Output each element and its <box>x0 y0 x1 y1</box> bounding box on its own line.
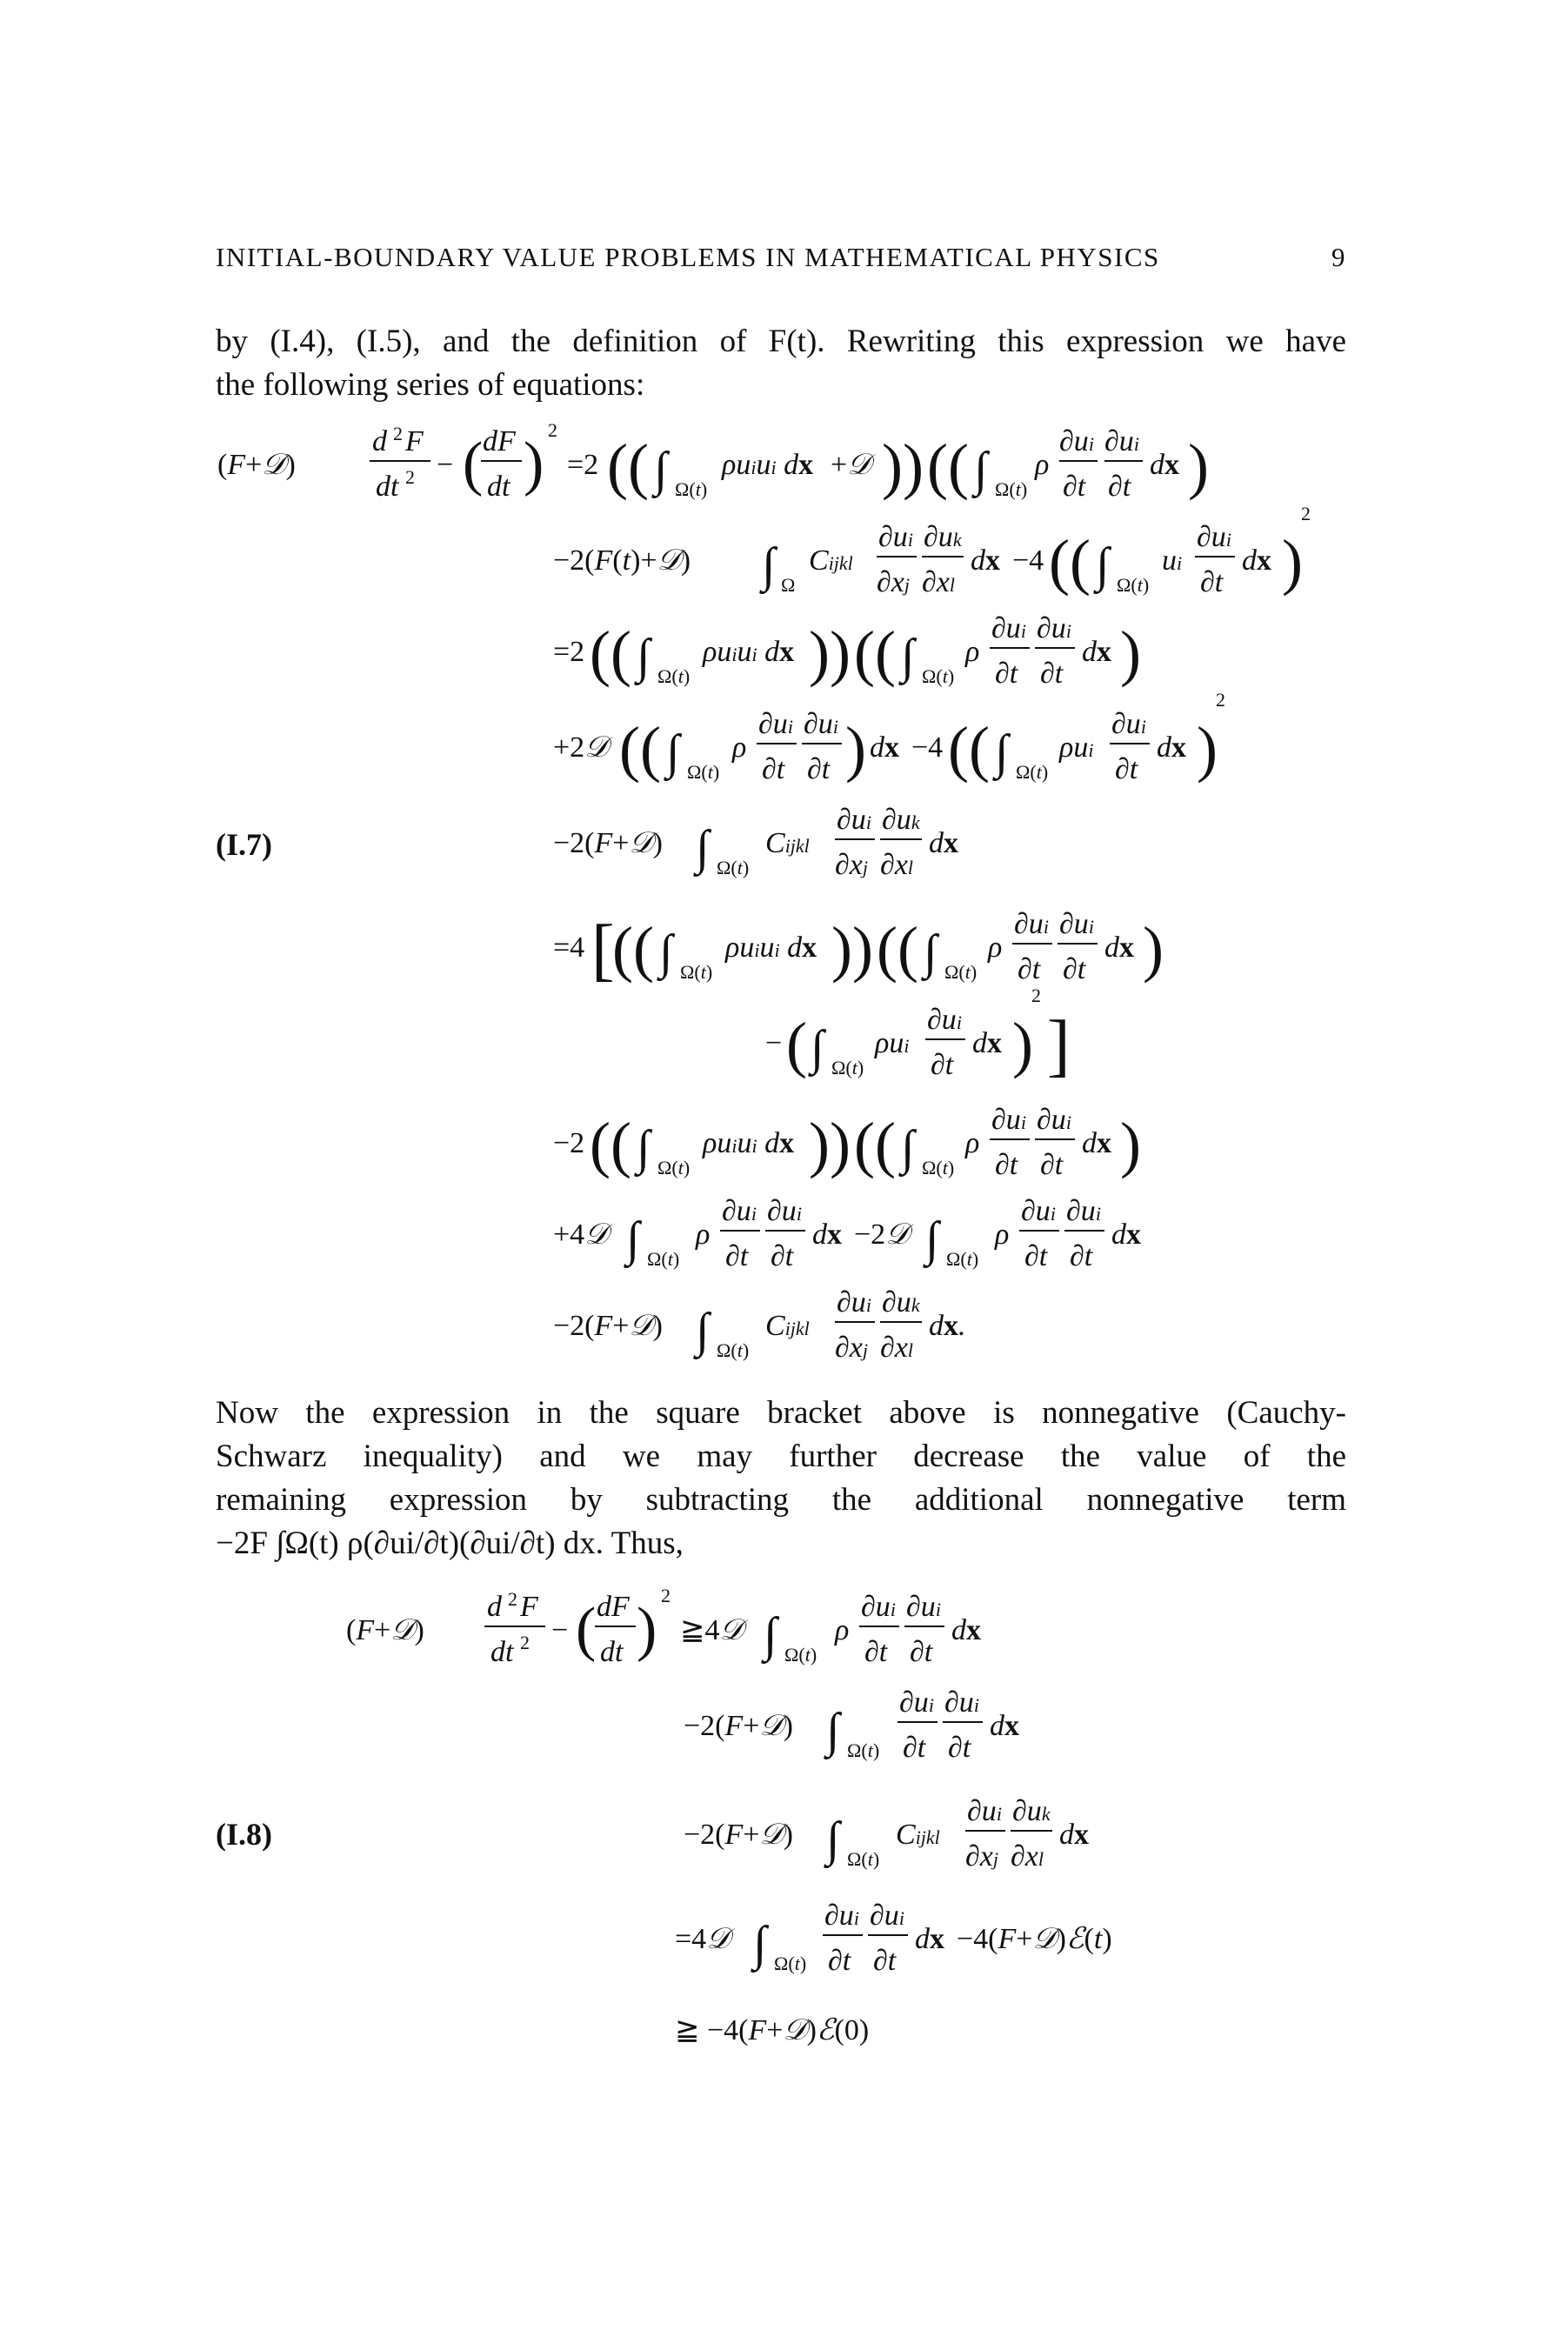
svg-text:−2(F+𝒟): −2(F+𝒟) <box>553 827 663 859</box>
svg-text:d: d <box>487 1591 502 1623</box>
svg-text:2: 2 <box>1301 503 1311 524</box>
svg-text:∫: ∫ <box>901 1121 915 1175</box>
svg-text:(F+𝒟): (F+𝒟) <box>346 1614 424 1646</box>
svg-text:−2𝒟: −2𝒟 <box>854 1218 910 1251</box>
svg-text:Ω(t): Ω(t) <box>647 1248 680 1270</box>
svg-text:∫: ∫ <box>1096 538 1110 592</box>
svg-text:ρ: ρ <box>965 1127 980 1159</box>
svg-text:dx: dx <box>951 1614 981 1646</box>
svg-text:)): )) <box>809 1110 851 1179</box>
text-line: −2F ∫Ω(t) ρ(∂ui/∂t)(∂ui/∂t) dx. Thus, <box>216 1525 684 1561</box>
equation-number-1-7: (I.7) <box>216 827 272 862</box>
svg-text:∫: ∫ <box>924 925 937 979</box>
svg-text:): ) <box>1197 714 1218 784</box>
svg-text:dx: dx <box>929 827 958 859</box>
svg-text:Ω(t): Ω(t) <box>657 1157 691 1178</box>
svg-text:2: 2 <box>520 1632 530 1653</box>
svg-text:∂ui: ∂ui <box>767 1195 802 1227</box>
svg-text:ρuiui dx: ρuiui dx <box>703 1127 795 1159</box>
svg-text:≧ −4(F+𝒟)ℰ(0): ≧ −4(F+𝒟)ℰ(0) <box>675 2014 870 2046</box>
svg-text:[: [ <box>591 911 615 988</box>
svg-text:∫: ∫ <box>974 443 988 497</box>
svg-text:∂ui: ∂ui <box>1111 708 1146 740</box>
svg-text:((: (( <box>590 1110 631 1179</box>
svg-text:∂t: ∂t <box>931 1049 954 1081</box>
svg-text:): ) <box>637 1596 657 1663</box>
svg-text:∂xj: ∂xj <box>877 566 911 598</box>
svg-text:∂ui: ∂ui <box>758 708 793 740</box>
text-line: the following series of equations: <box>216 367 645 403</box>
svg-text:((: (( <box>590 618 631 688</box>
svg-text:ρ: ρ <box>995 1218 1010 1251</box>
svg-text:(: ( <box>786 1010 807 1079</box>
svg-text:Cijkl: Cijkl <box>765 1310 810 1342</box>
eq8-line-5 <box>675 2014 869 2046</box>
svg-text:Ω: Ω <box>781 574 796 596</box>
svg-text:∫: ∫ <box>659 925 673 979</box>
svg-text:∂ui: ∂ui <box>906 1591 941 1623</box>
svg-text:∂t: ∂t <box>1108 471 1131 503</box>
svg-text:−4: −4 <box>911 731 944 764</box>
svg-text:∂ui: ∂ui <box>927 1004 962 1036</box>
svg-text:dx: dx <box>1111 1218 1141 1251</box>
svg-text:F: F <box>405 425 424 457</box>
svg-text:∫: ∫ <box>626 1212 640 1266</box>
svg-text:∂ui: ∂ui <box>722 1195 757 1227</box>
svg-text:∫: ∫ <box>811 1021 824 1075</box>
svg-text:∂t: ∂t <box>1040 1149 1064 1181</box>
svg-text:∂ui: ∂ui <box>991 1104 1026 1136</box>
svg-text:ρ: ρ <box>988 931 1003 964</box>
svg-text:∂xl: ∂xl <box>922 566 956 598</box>
svg-text:ρ: ρ <box>696 1218 711 1251</box>
svg-text:∫: ∫ <box>637 1121 651 1175</box>
svg-text:dt: dt <box>487 471 510 503</box>
svg-text:∫: ∫ <box>696 821 710 875</box>
svg-text:]: ] <box>1047 1007 1071 1084</box>
svg-text:2: 2 <box>393 423 403 444</box>
svg-text:∂ui: ∂ui <box>944 1686 979 1719</box>
svg-text:∂ui: ∂ui <box>1037 612 1071 644</box>
svg-text:dx: dx <box>1242 544 1271 577</box>
svg-text:): ) <box>1120 1110 1141 1179</box>
text-line: Now the expression in the square bracket above is nonnegative (Cauchy- <box>216 1395 1346 1431</box>
svg-text:∂t: ∂t <box>873 1945 897 1977</box>
eq8-line-1 <box>346 1585 981 1668</box>
svg-text:∂ui: ∂ui <box>899 1686 934 1719</box>
svg-text:2: 2 <box>1031 985 1041 1006</box>
svg-text:): ) <box>1188 431 1209 501</box>
svg-text:∂xj: ∂xj <box>835 1332 869 1364</box>
svg-text:Ω(t): Ω(t) <box>717 857 750 878</box>
svg-text:−2(F+𝒟): −2(F+𝒟) <box>684 1819 793 1851</box>
svg-text:=4: =4 <box>553 931 585 964</box>
svg-text:): ) <box>1012 1010 1033 1079</box>
svg-text:ρuiui dx: ρuiui dx <box>725 931 817 964</box>
svg-text:∂t: ∂t <box>903 1732 926 1764</box>
svg-text:Ω(t): Ω(t) <box>675 478 708 500</box>
svg-text:−: − <box>551 1614 569 1646</box>
svg-text:dx: dx <box>972 1027 1002 1059</box>
svg-text:∂uk: ∂uk <box>1012 1795 1051 1827</box>
svg-text:∫: ∫ <box>666 725 680 779</box>
svg-text:(: ( <box>576 1596 597 1663</box>
svg-text:((: (( <box>877 914 918 984</box>
svg-text:+4𝒟: +4𝒟 <box>553 1218 609 1251</box>
svg-text:∫: ∫ <box>925 1212 939 1266</box>
svg-text:ρ: ρ <box>732 731 747 764</box>
svg-text:dx: dx <box>1150 449 1179 481</box>
svg-text:ui: ui <box>1162 544 1183 577</box>
svg-text:ρ: ρ <box>835 1614 850 1646</box>
svg-text:ρuiui dx: ρuiui dx <box>703 636 795 668</box>
svg-text:(F+𝒟): (F+𝒟) <box>217 449 296 481</box>
svg-text:∂ui: ∂ui <box>837 1286 871 1319</box>
svg-text:dx: dx <box>1082 636 1111 668</box>
svg-text:∂ui: ∂ui <box>837 804 871 836</box>
svg-text:((: (( <box>854 618 896 688</box>
svg-text:∂t: ∂t <box>762 753 785 785</box>
svg-text:∂xl: ∂xl <box>1011 1840 1044 1873</box>
svg-text:∂ui: ∂ui <box>1021 1195 1056 1227</box>
svg-text:dt: dt <box>376 471 399 503</box>
svg-text:−4: −4 <box>1012 544 1044 577</box>
svg-text:): ) <box>1282 527 1303 597</box>
svg-text:(: ( <box>463 431 484 497</box>
svg-text:dx: dx <box>870 731 899 764</box>
svg-text:)): )) <box>809 618 851 688</box>
text-line: by (I.4), (I.5), and the definition of F(t). Rewriting this expression we have <box>216 324 1346 359</box>
svg-text:∂t: ∂t <box>948 1732 971 1764</box>
svg-text:((: (( <box>612 914 654 984</box>
svg-text:∂t: ∂t <box>995 1149 1018 1181</box>
svg-text:dx: dx <box>971 544 1000 577</box>
svg-text:((: (( <box>619 714 661 784</box>
svg-text:ρ: ρ <box>965 636 980 668</box>
equation-number-1-8: (I.8) <box>216 1817 272 1852</box>
eq8-line-3 <box>684 1795 1089 1873</box>
svg-text:∂t: ∂t <box>910 1636 933 1668</box>
svg-text:Ω(t): Ω(t) <box>922 665 955 687</box>
svg-text:dx: dx <box>812 1218 842 1251</box>
eq8-line-4 <box>675 1899 1112 1977</box>
svg-text:((: (( <box>607 431 649 501</box>
svg-text:−4(F+𝒟)ℰ(t): −4(F+𝒟)ℰ(t) <box>957 1923 1112 1955</box>
svg-text:Cijkl: Cijkl <box>809 544 853 577</box>
svg-text:∂t: ∂t <box>1040 658 1064 690</box>
svg-text:Ω(t): Ω(t) <box>687 761 720 783</box>
svg-text:dt: dt <box>490 1636 514 1668</box>
svg-text:∂t: ∂t <box>1024 1240 1048 1272</box>
svg-text:)): )) <box>882 431 924 501</box>
svg-text:d: d <box>372 425 387 457</box>
svg-text:∂t: ∂t <box>864 1636 888 1668</box>
eq8-line-2 <box>684 1686 1019 1764</box>
svg-text:): ) <box>524 431 544 497</box>
svg-text:−2(F+𝒟): −2(F+𝒟) <box>553 1310 663 1342</box>
svg-text:≧4𝒟: ≧4𝒟 <box>680 1614 744 1646</box>
svg-text:∂ui: ∂ui <box>878 521 913 553</box>
svg-text:∂ui: ∂ui <box>967 1795 1002 1827</box>
svg-text:Ω(t): Ω(t) <box>946 1248 979 1270</box>
svg-text:dx: dx <box>915 1923 944 1955</box>
svg-text:∫: ∫ <box>826 1704 840 1758</box>
svg-text:ρui: ρui <box>875 1027 910 1059</box>
svg-text:): ) <box>1143 914 1164 984</box>
svg-text:((: (( <box>948 714 990 784</box>
svg-text:Ω(t): Ω(t) <box>922 1157 955 1178</box>
svg-text:dt: dt <box>600 1636 624 1668</box>
svg-text:+𝒟: +𝒟 <box>831 449 871 481</box>
svg-text:Ω(t): Ω(t) <box>784 1644 817 1666</box>
svg-text:∂t: ∂t <box>1200 566 1224 598</box>
svg-text:dx: dx <box>1082 1127 1111 1159</box>
svg-text:∫: ∫ <box>901 630 915 684</box>
svg-text:): ) <box>845 714 866 784</box>
svg-text:=2: =2 <box>553 636 585 668</box>
svg-text:∂t: ∂t <box>1115 753 1138 785</box>
svg-text:=2: =2 <box>567 449 599 481</box>
svg-text:∂ui: ∂ui <box>824 1899 859 1932</box>
svg-text:∂t: ∂t <box>995 658 1018 690</box>
svg-text:∂ui: ∂ui <box>1059 908 1094 940</box>
svg-text:∂ui: ∂ui <box>1059 425 1094 457</box>
svg-text:∫: ∫ <box>762 538 776 592</box>
svg-text:+2𝒟: +2𝒟 <box>553 731 609 764</box>
svg-text:∂t: ∂t <box>1063 953 1086 985</box>
svg-text:∂t: ∂t <box>1063 471 1086 503</box>
svg-text:Ω(t): Ω(t) <box>944 961 977 983</box>
svg-text:∂ui: ∂ui <box>1066 1195 1101 1227</box>
svg-text:Ω(t): Ω(t) <box>831 1057 864 1078</box>
svg-text:Cijkl: Cijkl <box>765 827 810 859</box>
svg-text:∂ui: ∂ui <box>870 1899 904 1932</box>
svg-text:2: 2 <box>1216 689 1225 711</box>
svg-text:F: F <box>520 1591 538 1623</box>
svg-text:∂t: ∂t <box>771 1240 794 1272</box>
svg-text:∂t: ∂t <box>725 1240 749 1272</box>
svg-text:∂ui: ∂ui <box>861 1591 896 1623</box>
svg-text:∂ui: ∂ui <box>1197 521 1231 553</box>
svg-text:): ) <box>1120 618 1141 688</box>
svg-text:dF: dF <box>483 425 516 457</box>
svg-text:dx: dx <box>1157 731 1186 764</box>
svg-text:∂t: ∂t <box>1070 1240 1093 1272</box>
svg-text:dF: dF <box>597 1591 630 1623</box>
svg-text:∂ui: ∂ui <box>991 612 1026 644</box>
svg-text:−2(F(t)+𝒟): −2(F(t)+𝒟) <box>553 544 691 577</box>
svg-text:∂t: ∂t <box>828 1945 851 1977</box>
svg-text:dx: dx <box>990 1710 1019 1742</box>
svg-text:−: − <box>437 449 454 481</box>
svg-text:=4𝒟: =4𝒟 <box>675 1923 731 1955</box>
svg-text:∂xl: ∂xl <box>880 849 914 881</box>
svg-text:dx: dx <box>1059 1819 1089 1851</box>
svg-text:∂t: ∂t <box>807 753 831 785</box>
svg-text:Ω(t): Ω(t) <box>995 478 1028 500</box>
svg-text:Ω(t): Ω(t) <box>717 1339 750 1361</box>
svg-text:Ω(t): Ω(t) <box>1117 574 1150 596</box>
svg-text:∂ui: ∂ui <box>1104 425 1139 457</box>
svg-text:2: 2 <box>661 1585 671 1606</box>
svg-text:∫: ∫ <box>654 443 668 497</box>
svg-text:2: 2 <box>508 1588 517 1610</box>
svg-text:∂ui: ∂ui <box>1014 908 1049 940</box>
svg-text:Ω(t): Ω(t) <box>847 1848 880 1870</box>
svg-text:Ω(t): Ω(t) <box>847 1739 880 1761</box>
svg-text:∂xj: ∂xj <box>835 849 869 881</box>
svg-text:dx.: dx. <box>929 1310 966 1342</box>
page-number: 9 <box>1331 242 1346 272</box>
running-title: INITIAL-BOUNDARY VALUE PROBLEMS IN MATHEMATICAL PHYSICS <box>216 242 1160 272</box>
svg-text:Cijkl: Cijkl <box>896 1819 940 1851</box>
svg-text:∂t: ∂t <box>1018 953 1041 985</box>
svg-text:∫: ∫ <box>826 1813 840 1866</box>
svg-text:Ω(t): Ω(t) <box>657 665 691 687</box>
svg-text:Ω(t): Ω(t) <box>1016 761 1049 783</box>
svg-text:∫: ∫ <box>764 1608 777 1662</box>
svg-text:((: (( <box>1049 527 1091 597</box>
svg-text:∂ui: ∂ui <box>1037 1104 1071 1136</box>
svg-text:−2: −2 <box>553 1127 585 1159</box>
svg-text:((: (( <box>927 431 969 501</box>
svg-text:∂uk: ∂uk <box>882 1286 920 1319</box>
svg-text:−: − <box>765 1027 783 1059</box>
svg-text:)): )) <box>831 914 873 984</box>
svg-text:−2(F+𝒟): −2(F+𝒟) <box>684 1710 793 1742</box>
svg-text:ρui: ρui <box>1059 731 1094 764</box>
svg-text:2: 2 <box>548 419 557 441</box>
svg-text:ρuiui dx: ρuiui dx <box>722 449 814 481</box>
svg-text:∂uk: ∂uk <box>882 804 920 836</box>
svg-text:dx: dx <box>1104 931 1134 964</box>
svg-text:2: 2 <box>405 466 415 488</box>
svg-text:∫: ∫ <box>637 630 651 684</box>
svg-text:∫: ∫ <box>995 725 1009 779</box>
svg-text:∂uk: ∂uk <box>924 521 962 553</box>
text-line: remaining expression by subtracting the additional nonnegative term <box>216 1482 1346 1518</box>
svg-text:∫: ∫ <box>696 1304 710 1358</box>
svg-text:ρ: ρ <box>1035 449 1050 481</box>
svg-text:∂ui: ∂ui <box>804 708 838 740</box>
svg-text:∂xl: ∂xl <box>880 1332 914 1364</box>
svg-text:Ω(t): Ω(t) <box>680 961 713 983</box>
svg-text:((: (( <box>854 1110 896 1179</box>
svg-text:∫: ∫ <box>753 1917 767 1971</box>
text-line: Schwarz inequality) and we may further decrease the value of the <box>216 1439 1346 1474</box>
svg-text:∂xj: ∂xj <box>965 1840 999 1873</box>
svg-text:Ω(t): Ω(t) <box>774 1953 807 1974</box>
